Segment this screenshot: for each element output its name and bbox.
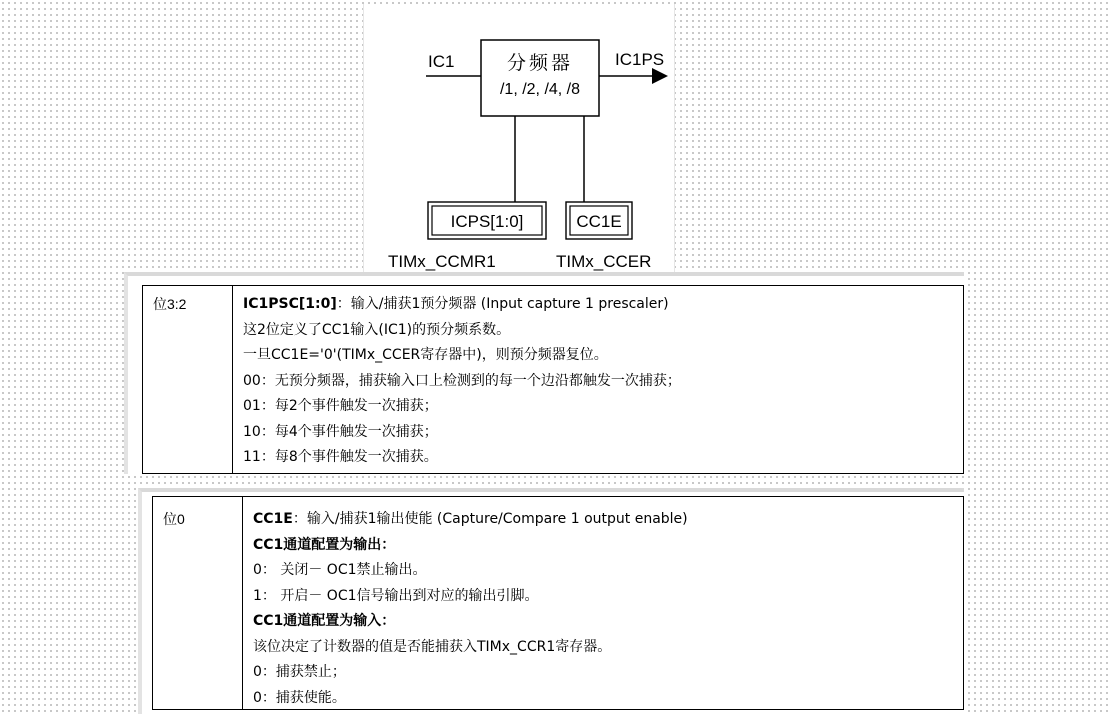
input-config-heading: CC1通道配置为输入：	[253, 613, 396, 629]
description-line: 10：每4个事件触发一次捕获；	[243, 423, 438, 440]
field-name: IC1PSC[1:0]	[243, 296, 337, 312]
description-line: 1： 开启－ OC1信号输出到对应的输出引脚。	[253, 587, 539, 604]
description-line: 01：每2个事件触发一次捕获；	[243, 398, 438, 414]
field-description: ：输入/捕获1预分频器 (Input capture 1 prescaler)	[336, 296, 669, 312]
description-line: 0：捕获禁止；	[253, 664, 346, 680]
prescaler-block	[481, 40, 599, 116]
cc1e-field-label: CC1E	[576, 212, 622, 231]
prescaler-diagram	[363, 4, 675, 272]
description-line: 这2位定义了CC1输入(IC1)的预分频系数。	[243, 321, 511, 338]
input-label: IC1	[428, 52, 455, 71]
register-ccer-label: TIMx_CCER	[556, 252, 652, 271]
block-title: 分频器	[506, 53, 574, 74]
output-config-heading: CC1通道配置为输出：	[253, 536, 396, 553]
output-arrow-icon	[652, 68, 668, 84]
field-name: CC1E	[253, 511, 293, 527]
cc1e-register-table	[152, 496, 964, 710]
field-title-line	[243, 292, 963, 318]
bit-range-cell: 位3:2	[143, 286, 233, 473]
field-title-line	[253, 507, 963, 533]
description-line: 该位决定了计数器的值是否能捕获入TIMx_CCR1寄存器。	[253, 638, 612, 655]
description-line: 11：每8个事件触发一次捕获。	[243, 449, 438, 465]
prescaler-diagram-svg	[364, 4, 674, 272]
description-line: 00：无预分频器，捕获输入口上检测到的每一个边沿都触发一次捕获；	[243, 372, 681, 389]
register-ccmr1-label: TIMx_CCMR1	[388, 252, 496, 271]
description-line: 0：捕获使能。	[253, 689, 346, 706]
ic1psc-register-table	[142, 285, 964, 474]
block-ratios: /1, /2, /4, /8	[499, 81, 581, 98]
description-cell	[233, 286, 963, 473]
cc1e-table-frame	[138, 488, 964, 714]
bit-range-cell: 位0	[153, 497, 243, 709]
field-description: ：输入/捕获1输出使能 (Capture/Compare 1 output enable)	[292, 511, 688, 527]
description-line: 一旦CC1E='0'(TIMx_CCER寄存器中)，则预分频器复位。	[243, 347, 608, 363]
ic1psc-table-frame	[124, 272, 964, 474]
output-label: IC1PS	[615, 50, 665, 69]
description-line: 0： 关闭－ OC1禁止输出。	[253, 562, 427, 578]
icps-field-label: ICPS[1:0]	[450, 212, 524, 231]
description-cell	[243, 497, 963, 709]
